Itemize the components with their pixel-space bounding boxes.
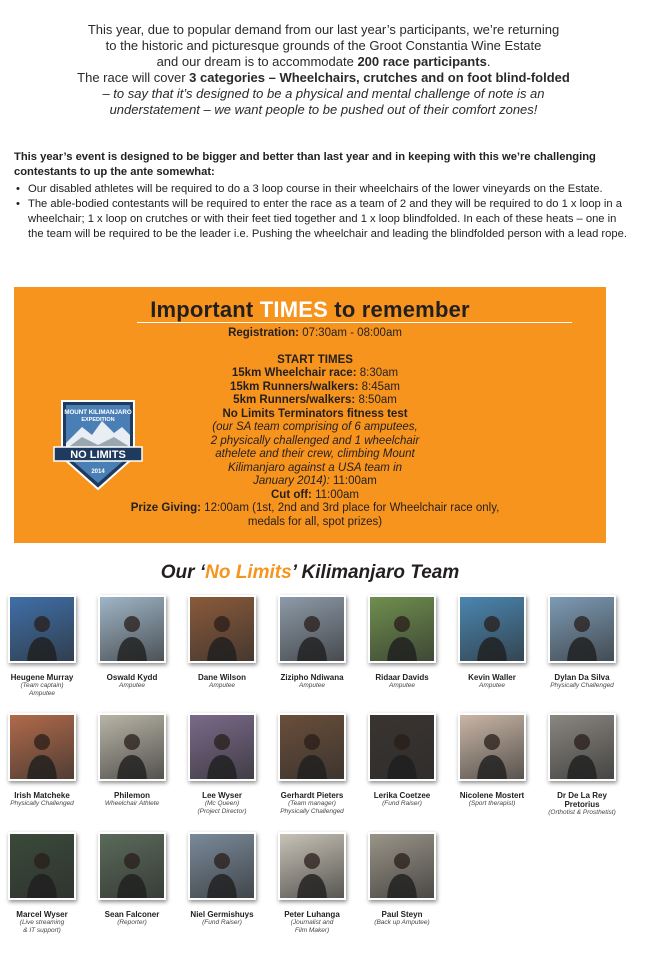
person-icon xyxy=(114,848,150,900)
person-icon xyxy=(204,729,240,781)
team-member-name: Sean Falconer xyxy=(104,910,160,919)
team-member-card xyxy=(542,595,622,690)
team-member-name: Gerhardt Pieters xyxy=(280,791,344,800)
team-member-photo xyxy=(8,595,76,663)
person-icon xyxy=(384,611,420,663)
times-title: Important TIMES to remember xyxy=(150,297,470,322)
team-member-name: Paul Steyn xyxy=(381,910,423,919)
person-icon xyxy=(24,611,60,663)
team-member-role: (Team captain) Amputee xyxy=(20,682,64,697)
team-member-name: Lerika Coetzee xyxy=(373,791,431,800)
team-member-role: Amputee xyxy=(208,682,236,689)
team-member-name: Dr De La Rey Pretorius xyxy=(557,791,607,809)
person-icon xyxy=(294,848,330,900)
team-member-role: (Live streaming & IT support) xyxy=(19,919,65,934)
team-member-role: (Reporter) xyxy=(117,919,147,926)
team-member-photo xyxy=(98,595,166,663)
event-bullet: • The able-bodied contestants will be required to enter the race as a team of 2 and they will be required to do 1 x loop in a wheelchair; 1 x loop on crutches or with their feet tied together and 1 x loop blindfolded. In each of these heats – one in the team will be required to be the leader i.e. Pushing the wheelchair and leading the blindfolded person with a lead rope. xyxy=(14,197,634,242)
intro-line-5: – to say that it’s designed to be a physical and mental challenge of note is an xyxy=(102,86,545,101)
team-member-name: Irish Matcheke xyxy=(14,791,70,800)
team-member-role: Wheelchair Athlete xyxy=(104,800,160,807)
team-member-name: Ridaar Davids xyxy=(375,673,429,682)
cutoff-time: Cut off: 11:00am xyxy=(271,488,359,501)
intro-paragraph xyxy=(20,22,627,118)
intro-line-4: The race will cover 3 categories – Wheelchairs, crutches and on foot blind-folded xyxy=(77,70,570,85)
team-member-role: (Mc Queen) (Project Director) xyxy=(197,800,247,815)
team-member-card xyxy=(272,713,352,815)
team-member-role: (Back up Amputee) xyxy=(374,919,430,926)
event-bullet: • Our disabled athletes will be required to do a 3 loop course in their wheelchairs of the lower vineyards on the Estate. xyxy=(14,182,634,197)
team-member-card xyxy=(272,595,352,690)
person-icon xyxy=(24,729,60,781)
svg-text:NO LIMITS: NO LIMITS xyxy=(70,449,126,461)
person-icon xyxy=(114,729,150,781)
person-icon xyxy=(384,848,420,900)
team-member-card xyxy=(452,595,532,690)
team-member-card xyxy=(542,713,622,817)
intro-line-3: and our dream is to accommodate 200 race participants. xyxy=(156,54,491,69)
team-member-name: Nicolene Mostert xyxy=(459,791,525,800)
runners-15km-time: 15km Runners/walkers: 8:45am xyxy=(229,380,401,393)
team-member-role: (Fund Raiser) xyxy=(382,800,422,807)
team-member-role: (Sport therapist) xyxy=(468,800,516,807)
svg-text:MOUNT KILIMANJARO: MOUNT KILIMANJARO xyxy=(64,409,132,416)
team-member-card xyxy=(92,713,172,808)
team-member-photo xyxy=(98,713,166,781)
team-member-photo xyxy=(368,713,436,781)
team-member-name: Kevin Waller xyxy=(468,673,516,682)
person-icon xyxy=(474,729,510,781)
person-icon xyxy=(114,611,150,663)
person-icon xyxy=(384,729,420,781)
team-member-photo xyxy=(458,713,526,781)
team-member-photo xyxy=(8,832,76,900)
important-times-box xyxy=(14,287,606,543)
team-member-name: Zizipho Ndiwana xyxy=(280,673,344,682)
team-member-role: (Fund Raiser) xyxy=(202,919,242,926)
team-member-photo xyxy=(548,595,616,663)
team-member-name: Oswald Kydd xyxy=(106,673,158,682)
team-heading: Our ‘No Limits’ Kilimanjaro Team xyxy=(160,562,460,583)
team-member-card xyxy=(2,713,82,808)
no-limits-test-label: No Limits Terminators fitness test xyxy=(222,407,408,420)
team-member-card xyxy=(182,713,262,815)
team-member-name: Niel Germishuys xyxy=(190,910,254,919)
registration-time: Registration: 07:30am - 08:00am xyxy=(228,327,402,339)
team-member-photo xyxy=(98,832,166,900)
team-member-name: Philemon xyxy=(113,791,150,800)
person-icon xyxy=(564,611,600,663)
race-participants-highlight: 200 race participants xyxy=(357,54,487,69)
team-member-name: Marcel Wyser xyxy=(16,910,68,919)
team-member-role: Amputee xyxy=(118,682,146,689)
team-member-name: Lee Wyser xyxy=(202,791,242,800)
event-description xyxy=(14,150,634,242)
team-member-role: Amputee xyxy=(388,682,416,689)
team-member-photo xyxy=(188,832,256,900)
times-schedule: Registration: 07:30am - 08:00am START TIMES 15km Wheelchair race: 8:30am 15km Runners/walkers: 8:45am 5km Runners/walkers: 8:50am No Limits Terminators fitness test (our SA team comprising of 6 amputees, 2 physically challenged and 1 wheelchair athelete and their crew, climbing Mount Kilimanjaro against a USA team in January 2014): 11:00am Cut off: 11:00am Prize Giving: 12:00am (1st, 2nd and 3rd place for Wheelchair race only, medals for all, spot prizes) xyxy=(100,327,530,529)
team-member-role: Physically Challenged xyxy=(10,800,74,807)
svg-text:2014: 2014 xyxy=(91,469,105,475)
team-member-name: Heugene Murray xyxy=(10,673,74,682)
times-divider xyxy=(137,322,572,323)
team-member-card xyxy=(182,595,262,690)
team-member-card xyxy=(2,832,82,934)
team-member-card xyxy=(92,832,172,927)
person-icon xyxy=(204,848,240,900)
team-member-photo xyxy=(368,595,436,663)
team-member-role: (Orthotist & Prosthetist) xyxy=(548,809,616,816)
person-icon xyxy=(294,611,330,663)
team-member-photo xyxy=(548,713,616,781)
categories-highlight: 3 categories – Wheelchairs, crutches and on foot blind-folded xyxy=(189,70,570,85)
svg-text:EXPEDITION: EXPEDITION xyxy=(81,417,115,423)
runners-5km-time: 5km Runners/walkers: 8:50am xyxy=(233,394,397,406)
team-member-role: (Team manager) Physically Challenged xyxy=(280,800,344,815)
team-member-card xyxy=(362,832,442,927)
team-member-card xyxy=(452,713,532,808)
team-member-name: Dane Wilson xyxy=(198,673,246,682)
team-member-card xyxy=(182,832,262,927)
person-icon xyxy=(474,611,510,663)
no-limits-expedition-badge xyxy=(52,397,144,493)
team-member-card xyxy=(2,595,82,697)
wheelchair-race-time: 15km Wheelchair race: 8:30am xyxy=(231,367,399,379)
team-member-card xyxy=(92,595,172,690)
intro-line-6: understatement – we want people to be pushed out of their comfort zones! xyxy=(109,102,538,117)
person-icon xyxy=(564,729,600,781)
team-member-role: Physically Challenged xyxy=(550,682,614,689)
person-icon xyxy=(204,611,240,663)
team-member-card xyxy=(362,595,442,690)
team-member-photo xyxy=(458,595,526,663)
team-member-role: (Journalist and Film Maker) xyxy=(290,919,334,934)
team-member-photo xyxy=(278,713,346,781)
intro-line-1: This year, due to popular demand from our last year’s participants, we’re returning xyxy=(87,22,560,37)
team-member-photo xyxy=(8,713,76,781)
start-times-heading: START TIMES xyxy=(277,353,353,366)
team-member-photo xyxy=(188,595,256,663)
team-member-card xyxy=(362,713,442,808)
person-icon xyxy=(294,729,330,781)
prize-giving-time: Prize Giving: 12:00am (1st, 2nd and 3rd place for Wheelchair race only, xyxy=(130,502,500,514)
team-member-photo xyxy=(368,832,436,900)
team-member-photo xyxy=(278,595,346,663)
intro-line-2: to the historic and picturesque grounds of the Groot Constantia Wine Estate xyxy=(105,38,542,53)
team-member-role: Amputee xyxy=(478,682,506,689)
team-member-role: Amputee xyxy=(298,682,326,689)
team-member-name: Dylan Da Silva xyxy=(554,673,610,682)
team-member-photo xyxy=(278,832,346,900)
team-member-photo xyxy=(188,713,256,781)
person-icon xyxy=(24,848,60,900)
event-bullet-list xyxy=(14,182,634,242)
no-limits-test-time: January 2014): 11:00am xyxy=(253,475,377,487)
team-member-name: Peter Luhanga xyxy=(284,910,340,919)
team-member-card xyxy=(272,832,352,934)
event-lead: This year’s event is designed to be bigger and better than last year and in keeping with this we’re challenging contestants to up the ante somewhat: xyxy=(14,151,596,178)
